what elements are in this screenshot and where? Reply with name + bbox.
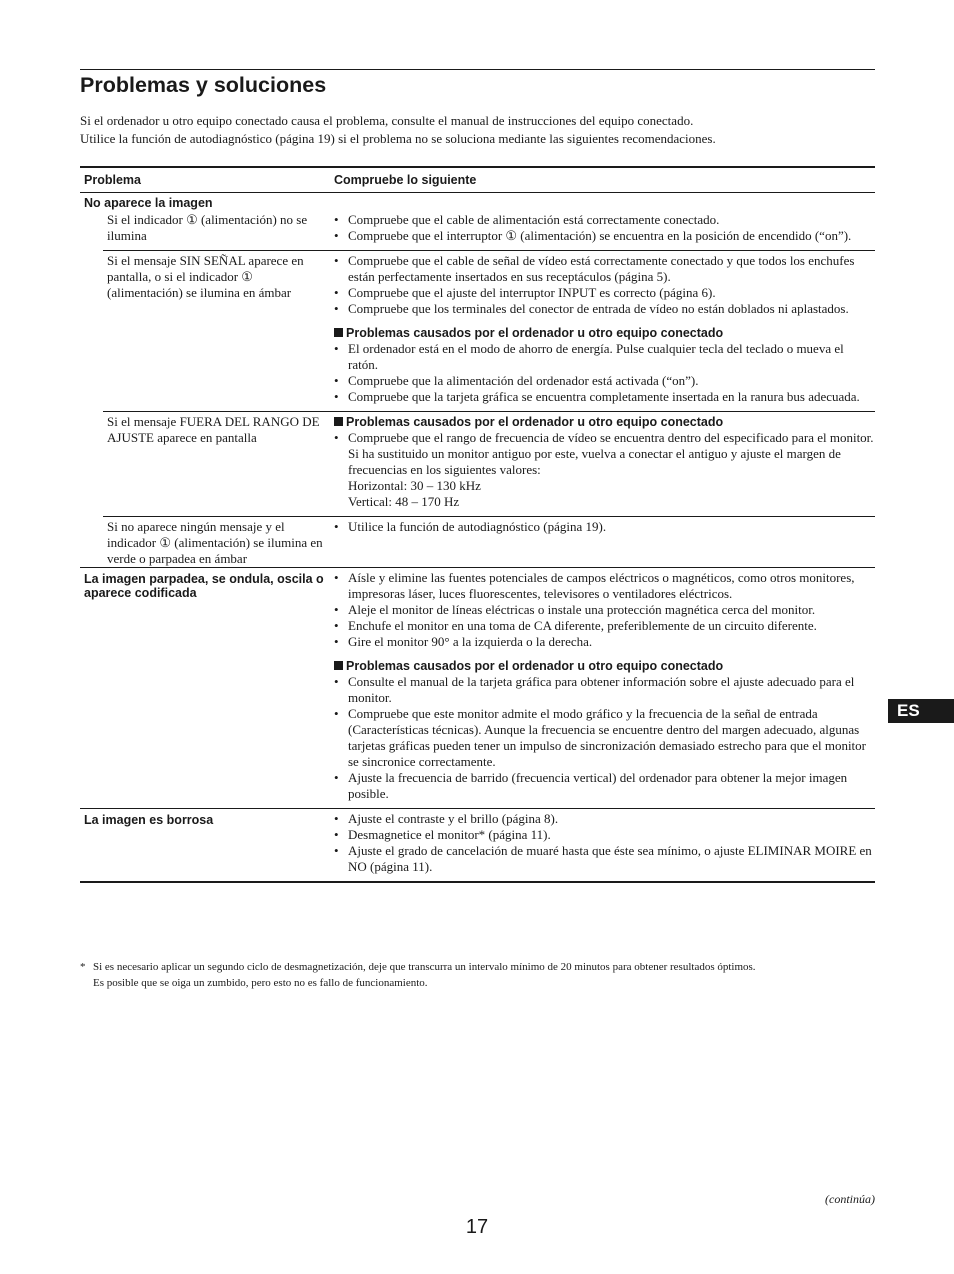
- continued-note: (continúa): [825, 1192, 875, 1206]
- list-item: • El ordenador está en el modo de ahorro de energía. Pulse cualquier tecla del teclado o mueva el ratón.: [334, 341, 875, 373]
- check-list: [334, 341, 875, 405]
- subheading-text: Problemas causados por el ordenador u otro equipo conectado: [346, 415, 724, 429]
- frequency-value: Horizontal: 30 – 130 kHz: [348, 478, 481, 493]
- frequency-value: Vertical: 48 – 170 Hz: [348, 494, 460, 509]
- list-item: • Compruebe que la alimentación del ordenador está activada (“on”).: [334, 373, 875, 389]
- language-tab: ES: [888, 699, 954, 723]
- table-header: [80, 166, 875, 193]
- problem-cell: Si el mensaje FUERA DEL RANGO DE AJUSTE aparece en pantalla: [107, 414, 320, 445]
- list-item: • Utilice la función de autodiagnóstico (página 19).: [334, 519, 875, 535]
- problem-cell: La imagen es borrosa: [84, 813, 214, 827]
- check-list: [334, 570, 875, 650]
- subheading-text: Problemas causados por el ordenador u otro equipo conectado: [346, 326, 724, 340]
- check-cell: [330, 568, 875, 808]
- footnote-marker: *: [80, 961, 86, 973]
- intro-line: Si el ordenador u otro equipo conectado causa el problema, consulte el manual de instrucciones del equipo conectado.: [80, 113, 694, 128]
- check-list: [334, 430, 875, 510]
- list-item: • Compruebe que el ajuste del interruptor INPUT es correcto (página 6).: [334, 285, 875, 301]
- intro-text: [80, 112, 880, 148]
- subheading: [334, 658, 875, 674]
- list-item: • Ajuste el grado de cancelación de muaré hasta que éste sea mínimo, o ajuste ELIMINAR MOIRE en NO (página 11).: [334, 843, 875, 875]
- list-item: • Aleje el monitor de líneas eléctricas o instale una protección magnética cerca del monitor.: [334, 602, 875, 618]
- check-list: [334, 519, 875, 535]
- footnote-line: Es posible que se oiga un zumbido, pero esto no es fallo de funcionamiento.: [93, 977, 428, 989]
- list-item: • Desmagnetice el monitor* (página 11).: [334, 827, 875, 843]
- intro-line: Utilice la función de autodiagnóstico (página 19) si el problema no se soluciona mediante las siguientes recomendaciones.: [80, 131, 716, 146]
- square-bullet-icon: [334, 661, 343, 670]
- header-problem: Problema: [84, 173, 141, 187]
- table-row: [103, 516, 875, 567]
- header-check: Compruebe lo siguiente: [334, 173, 477, 187]
- subheading-text: Problemas causados por el ordenador u otro equipo conectado: [346, 659, 724, 673]
- check-list: [334, 253, 875, 317]
- section-title-no-image: No aparece la imagen: [84, 196, 213, 210]
- list-item: • Compruebe que los terminales del conector de entrada de vídeo no están doblados ni aplastados.: [334, 301, 875, 317]
- list-item: • Ajuste la frecuencia de barrido (frecuencia vertical) del ordenador para obtener la mejor imagen posible.: [334, 770, 875, 802]
- subheading: [334, 325, 875, 341]
- check-list: [334, 674, 875, 802]
- list-item: • Aísle y elimine las fuentes potenciales de campos eléctricos o magnéticos, como otros monitores, impresoras láser, luces fluorescentes, televisores o ventiladores eléctricos.: [334, 570, 875, 602]
- check-cell: [330, 412, 875, 516]
- list-item: • Gire el monitor 90° a la izquierda o la derecha.: [334, 634, 875, 650]
- footnote-line: Si es necesario aplicar un segundo ciclo de desmagnetización, deje que transcurra un intervalo mínimo de 20 minutos para obtener resultados óptimos.: [93, 961, 756, 973]
- table-row: [80, 808, 875, 881]
- list-item: • Compruebe que la tarjeta gráfica se encuentra completamente insertada en la ranura bus adecuada.: [334, 389, 875, 405]
- troubleshooting-table: [80, 166, 875, 883]
- check-cell: [330, 251, 875, 411]
- table-row: [103, 210, 875, 250]
- list-item: • Consulte el manual de la tarjeta gráfica para obtener información sobre el ajuste adecuado para el monitor.: [334, 674, 875, 706]
- check-cell: [330, 210, 875, 250]
- check-cell: [330, 517, 875, 567]
- check-list: [334, 811, 875, 875]
- square-bullet-icon: [334, 417, 343, 426]
- check-cell: [330, 809, 875, 881]
- page-title: Problemas y soluciones: [80, 73, 327, 97]
- problem-cell: La imagen parpadea, se ondula, oscila o aparece codificada: [84, 572, 324, 600]
- problem-cell: Si no aparece ningún mensaje y el indicador ① (alimentación) se ilumina en verde o parpadea en ámbar: [107, 519, 323, 566]
- problem-cell: Si el mensaje SIN SEÑAL aparece en pantalla, o si el indicador ① (alimentación) se ilumina en ámbar: [107, 253, 304, 300]
- list-item: • Compruebe que el cable de alimentación está correctamente conectado.: [334, 212, 875, 228]
- list-item: • Enchufe el monitor en una toma de CA diferente, preferiblemente de un circuito diferente.: [334, 618, 875, 634]
- table-row: [103, 411, 875, 516]
- square-bullet-icon: [334, 328, 343, 337]
- list-item: • Compruebe que el cable de señal de vídeo está correctamente conectado y que todos los enchufes están perfectamente insertados en sus receptáculos (página 5).: [334, 253, 875, 285]
- table-row: [80, 567, 875, 808]
- subheading: [334, 414, 875, 430]
- page-number: 17: [465, 1216, 489, 1238]
- list-item: • Compruebe que este monitor admite el modo gráfico y la frecuencia de la señal de entrada (Características técnicas). Aunque la frecuencia se encuentre dentro del margen adecuado, algunas tarjetas gráficas pueden tener un impulso de sincronización demasiado estrecho para que el monitor se sincronice correctamente.: [334, 706, 875, 770]
- list-item: • Ajuste el contraste y el brillo (página 8).: [334, 811, 875, 827]
- table-row: [103, 250, 875, 411]
- list-item-text: Compruebe que el rango de frecuencia de vídeo se encuentra dentro del especificado para el monitor. Si ha sustituido un monitor antiguo por este, vuelva a conectar el antiguo y ajuste el margen de frecuencias en los siguientes valores:: [348, 430, 874, 477]
- list-item: • Compruebe que el interruptor ① (alimentación) se encuentra en la posición de encendido (“on”).: [334, 228, 875, 244]
- check-list: [334, 212, 875, 244]
- list-item: [334, 430, 875, 510]
- problem-cell: Si el indicador ① (alimentación) no se ilumina: [107, 212, 308, 243]
- footnote: [80, 959, 880, 991]
